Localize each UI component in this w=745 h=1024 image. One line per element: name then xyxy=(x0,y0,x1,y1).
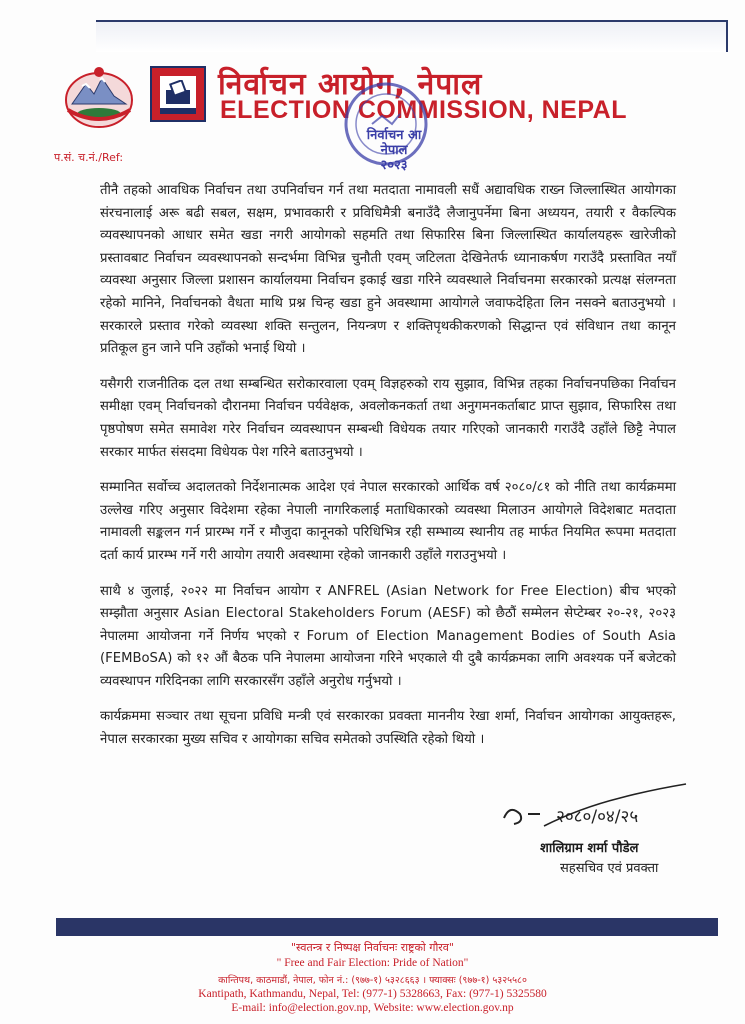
contact-info: E-mail: info@election.gov.np, Website: www.election.gov.np xyxy=(231,1002,514,1014)
footer-band xyxy=(56,918,718,936)
signatory-name: शालिग्राम शर्मा पौडेल xyxy=(540,841,639,856)
motto-nepali: "स्वतन्त्र र निष्पक्ष निर्वाचनः राष्ट्रको गौरव" xyxy=(290,941,454,954)
address-nepali: कान्तिपथ, काठमाडौं, नेपाल, फोन नं.: (९७७-१) ५३२८६६३ । फ्याक्सः (९७७-१) ५३२५५८० xyxy=(218,975,527,986)
reference-label: प.सं. च.नं./Ref: xyxy=(54,151,124,164)
ballot-box-logo-icon xyxy=(150,66,206,122)
handwritten-signature xyxy=(500,778,690,838)
signatory-title: सहसचिव एवं प्रवक्ता xyxy=(560,861,659,876)
body-paragraph: सम्मानित सर्वोच्च अदालतको निर्देशनात्मक आदेश एवं नेपाल सरकारको आर्थिक वर्ष २०८०/८१ को नीति तथा कार्यक्रममा उल्लेख गरिए अनुसार विदेशमा रहेका नेपाली नागरिकलाई मताधिकारको व्यवस्था मिलाउन आयोगले विदेशबाट मतदाता नामावली सङ्कलन गर्न प्रारम्भ गर्ने र मौजुदा कानूनको परिधिभित्र रही सम्भाव्य स्थानीय तह मार्फत नियमित रूपमा मतदाता दर्ता कार्य प्रारम्भ गर्ने गरी आयोग तयारी अवस्थामा रहेको जानकारी उहाँले गराउनुभयो । xyxy=(100,480,676,563)
letter-body xyxy=(100,180,676,765)
header-band xyxy=(96,20,728,52)
motto-english: " Free and Fair Election: Pride of Nation" xyxy=(276,957,469,969)
svg-text:२०८०/०४/२५: २०८०/०४/२५ xyxy=(556,807,639,827)
body-paragraph: कार्यक्रममा सञ्चार तथा सूचना प्रविधि मन्त्री एवं सरकारका प्रवक्ता माननीय रेखा शर्मा, निर्वाचन आयोगका आयुक्तहरू, नेपाल सरकारका मुख्य सचिव र आयोगका सचिव समेतको उपस्थिति रहेको थियो । xyxy=(100,709,676,748)
organization-name-english: ELECTION COMMISSION, NEPAL xyxy=(220,96,627,124)
address-english: Kantipath, Kathmandu, Nepal, Tel: (977-1) 5328663, Fax: (977-1) 5325580 xyxy=(198,988,547,1000)
nepal-emblem-icon xyxy=(62,64,136,130)
letterhead-footer xyxy=(0,940,745,1014)
body-paragraph: यसैगरी राजनीतिक दल तथा सम्बन्धित सरोकारवाला एवम् विज्ञहरुको राय सुझाव, विभिन्न तहका निर्वाचनपछिका निर्वाचन समीक्षा एवम् निर्वाचनको दौरानमा निर्वाचन पर्यवेक्षक, अवलोकनकर्ता तथा अनुगमनकर्ताबाट प्राप्त सुझाव, सिफारिस तथा पृष्ठपोषण समेत समावेश गरेर निर्वाचन व्यवस्थापन सम्बन्धी विधेयक तयार गरिएको जानकारी गराउँदै उहाँले छिट्टै नेपाल सरकार मार्फत संसदमा विधेयक पेश गरिने बताउनुभयो । xyxy=(100,376,676,460)
body-paragraph: तीनै तहको आवधिक निर्वाचन तथा उपनिर्वाचन गर्न तथा मतदाता नामावली सधैं अद्यावधिक राख्न जिल्लास्थित आयोगका संरचनालाई अरू बढी सबल, सक्षम, प्रभावकारी र प्रविधिमैत्री बनाउँदै लैजानुपर्नेमा बिना अध्ययन, तयारी र वैकल्पिक व्यवस्थापनको आधार समेत खडा नगरी आयोगको सहमति तथा सिफारिस बिना जिल्लास्थित कार्यालयहरू खारेजीको प्रस्तावबाट निर्वाचन व्यवस्थापनको सन्दर्भमा विभिन्न चुनौती एवम् जटिलता देखिनेतर्फ ध्यानाकर्षण गराउँदै प्रस्तावित नयाँ व्यवस्था अनुसार जिल्ला प्रशासन कार्यालयमा निर्वाचन इकाई खडा गरिने व्यवस्थाले निर्वाचनमा सरकारको प्रत्यक्ष संलग्नता रहेको मानिने, निर्वाचनको वैधता माथि प्रश्न चिन्ह खडा हुने अवस्थामा आयोगले जवाफदेहिता लिन नसक्ने बताउनुभयो । सरकारले प्रस्ताव गरेको व्यवस्था शक्ति सन्तुलन, नियन्त्रण र शक्तिपृथकीकरणको सिद्धान्त एवं संविधान तथा कानून प्रतिकूल हुन जाने पनि उहाँको भनाई थियो । xyxy=(100,183,676,357)
stamp-text: निर्वाचन आ नेपाल २०२३ xyxy=(366,128,422,173)
body-paragraph: साथै ४ जुलाई, २०२२ मा निर्वाचन आयोग र ANFREL (Asian Network for Free Election) बीच भएको सम्झौता अनुसार Asian Electoral Stakeholders Forum (AESF) को छैठौं सम्मेलन सेप्टेम्बर २०-२१, २०२३ नेपालमा आयोजना गर्ने निर्णय भएको र Forum of Election Management Bodies of South Asia (FEMBoSA) को १२ औं बैठक पनि नेपालमा आयोजना गरिने भएकाले यी दुबै कार्यक्रमका लागि अवश्यक पर्ने बजेटको व्यवस्थापन गरिदिनका लागि सरकारसँग उहाँले अनुरोध गर्नुभयो । xyxy=(100,583,676,689)
organization-name-nepali: निर्वाचन आयोग, नेपाल xyxy=(218,67,483,102)
